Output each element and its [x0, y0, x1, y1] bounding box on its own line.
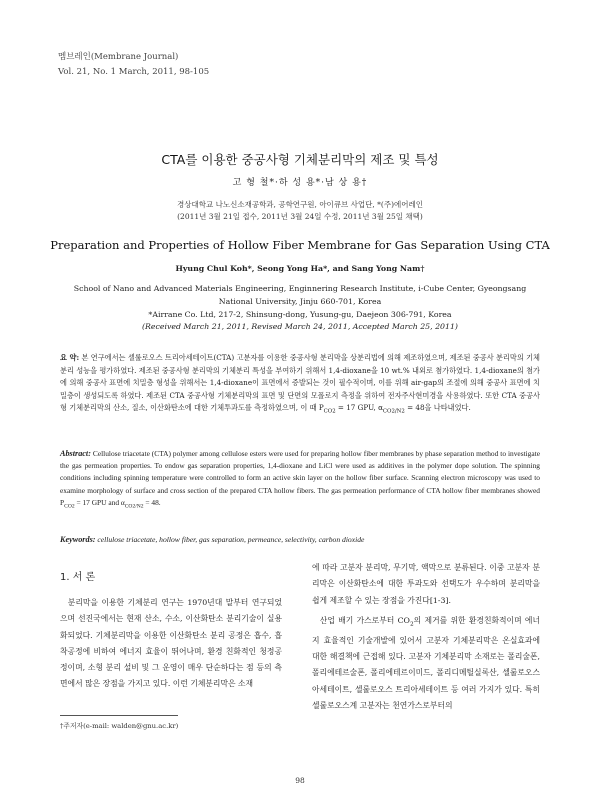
right-paragraph-2-rest: 의 제거를 위한 환경친화적이며 에너지 효율적인 기술개발에 있어서 고분자 기체분리막은 온실효과에 대한 해결책에 근접해 있다. 고분자 기체분리막 소재로는 폴리술폰, 폴리에테르술폰, 폴리에테르이미드, 폴리디메틸실록산, 셀룰로오스 아세테이트, 셀룰로오스 트리아세테이트 등 여러 가지가 있다. 특히 셀룰로오스계 고분자는 천연가스로부터의: [312, 615, 540, 710]
affiliation-english-1: School of Nano and Advanced Materials Engineering, Enginnering Research Institute, i-Cube Center, Gyeongsang National University, Jinju 660-701, Korea: [73, 284, 527, 306]
title-korean: CTA를 이용한 중공사형 기체분리막의 제조 및 특성: [161, 152, 439, 167]
abstract-english: [60, 448, 540, 512]
authors-english: Hyung Chul Koh*, Seong Yong Ha*, and Sang Yong Nam†: [175, 264, 425, 273]
dates-english: (Received March 21, 2011, Revised March 24, 2011, Accepted March 25, 2011): [142, 322, 458, 332]
right-paragraph-2: [312, 613, 540, 714]
keywords: [60, 535, 540, 544]
left-column: [60, 568, 282, 693]
affiliation-english: [60, 283, 540, 334]
footnote-divider: [60, 715, 178, 716]
left-paragraph-1: 분리막을 이용한 기체분리 연구는 1970년대 말부터 연구되었으며 선진국에서는 현재 산소, 수소, 이산화탄소 분리기술이 실용화되었다. 기체분리막을 이용한 이산화탄소 분리 공정은 흡수, 흡착공정에 비하여 에너지 효율이 뛰어나며, 환경 친화적인 청정공정이며, 소형 분리 설비 및 그 운영이 매우 단순하다는 점 등의 측면에서 많은 장점을 가지고 있다. 이런 기체분리막은 소재: [60, 598, 282, 689]
abstract-korean-end: = 48을 나타내었다.: [404, 403, 471, 413]
abstract-english-sub1: CO2: [64, 503, 75, 510]
keywords-label: Keywords:: [60, 535, 96, 544]
right-paragraph-1: 에 따라 고분자 분리막, 무기막, 액막으로 분류된다. 이중 고분자 분리막은 이산화탄소에 대한 투과도와 선택도가 우수하며 분리막을 쉽게 제조할 수 있는 장점을 가진다[1-3].: [312, 563, 540, 605]
abstract-korean-mid: = 17 GPU, α: [335, 403, 383, 413]
abstract-english-mid: = 17 GPU and α: [74, 497, 125, 507]
abstract-korean-sub2: CO2/N2: [382, 408, 405, 415]
affiliation-korean: [0, 199, 600, 223]
abstract-english-end: = 48.: [143, 497, 161, 507]
abstract-korean-sub1: CO2: [323, 408, 336, 415]
page-number: 98: [295, 776, 305, 785]
section-heading-introduction: 1. 서 론: [60, 572, 96, 583]
keywords-text: cellulose triacetate, hollow fiber, gas separation, permeance, selectivity, carbon dioxide: [95, 535, 365, 544]
abstract-english-label: Abstract:: [60, 449, 91, 458]
abstract-korean-label: 요 약:: [60, 353, 80, 362]
authors-korean: 고 형 철*·하 성 용*·남 상 용†: [232, 178, 368, 188]
right-column: [312, 560, 540, 714]
abstract-korean-text: 본 연구에서는 셀룰로오스 트리아세테이트(CTA) 고분자를 이용한 중공사형 분리막을 상분리법에 의해 제조하였으며, 제조된 중공사 분리막의 기체분리 성능을 평가하였다. 제조된 중공사형 분리막의 기체분리 특성을 부여하기 위해서 1,4-dioxane을 10 wt.% 내외로 첨가하였다. 1,4-dioxane의 첨가에 의해 중공사 표면에 치밀층 형성을 위해서는 1,4-dioxane이 표면에서 증발되는 것이 필수적이며, 이를 위해 air-gap의 조절에 의해 중공사 표면에 치밀층이 생성되도록 하였다. 제조된 CTA 중공사형 기체분리막의 표면 및 단면의 모폴로지 측정을 위하여 전자주사현미경을 사용하였다. 또한 CTA 중공사형 기체분리막의 산소, 질소, 이산화탄소에 대한 기체투과도를 측정하였으며, 이 때 P: [60, 353, 540, 413]
dates-korean: (2011년 3월 21일 접수, 2011년 3월 24일 수정, 2011년 3월 25일 채택): [177, 212, 423, 221]
right-paragraph-2-start: 산업 배기 가스로부터 CO: [319, 615, 410, 625]
journal-header: [58, 50, 209, 80]
abstract-english-text: Cellulose triacetate (CTA) polymer among cellulose esters were used for preparing hollow fiber membranes by phase separation method to investigate the gas permeation properties. To endow gas separation properties, 1,4-dioxane and LiCl were used as additives in the polymer dope solution. The spinning conditions including spinning temperature were controlled to form an active skin layer on the hollow fiber surface. Scanning electron microscopy was used to examine morphology of surface and cross section of the prepared CTA hollow fibers. The gas permeation performance of CTA hollow fiber membranes showed P: [60, 449, 540, 507]
title-english: Preparation and Properties of Hollow Fiber Membrane for Gas Separation Using CTA: [50, 238, 550, 252]
right-paragraph-2-sub: 2: [409, 621, 414, 628]
footnote: †주저자(e-mail: walden@gnu.ac.kr): [60, 722, 179, 730]
affiliation-korean-text: 경상대학교 나노신소재공학과, 공학연구원, 아이큐브 사업단, *(주)에어레인: [176, 200, 424, 209]
abstract-english-sub2: CO2/N2: [124, 503, 144, 510]
abstract-korean: [60, 352, 540, 418]
journal-issue: Vol. 21, No. 1 March, 2011, 98-105: [58, 67, 210, 77]
affiliation-english-2: *Airrane Co. Ltd, 217-2, Shinsung-dong, Yusung-gu, Daejeon 306-791, Korea: [148, 309, 452, 319]
journal-name: 멤브레인(Membrane Journal): [58, 52, 179, 62]
